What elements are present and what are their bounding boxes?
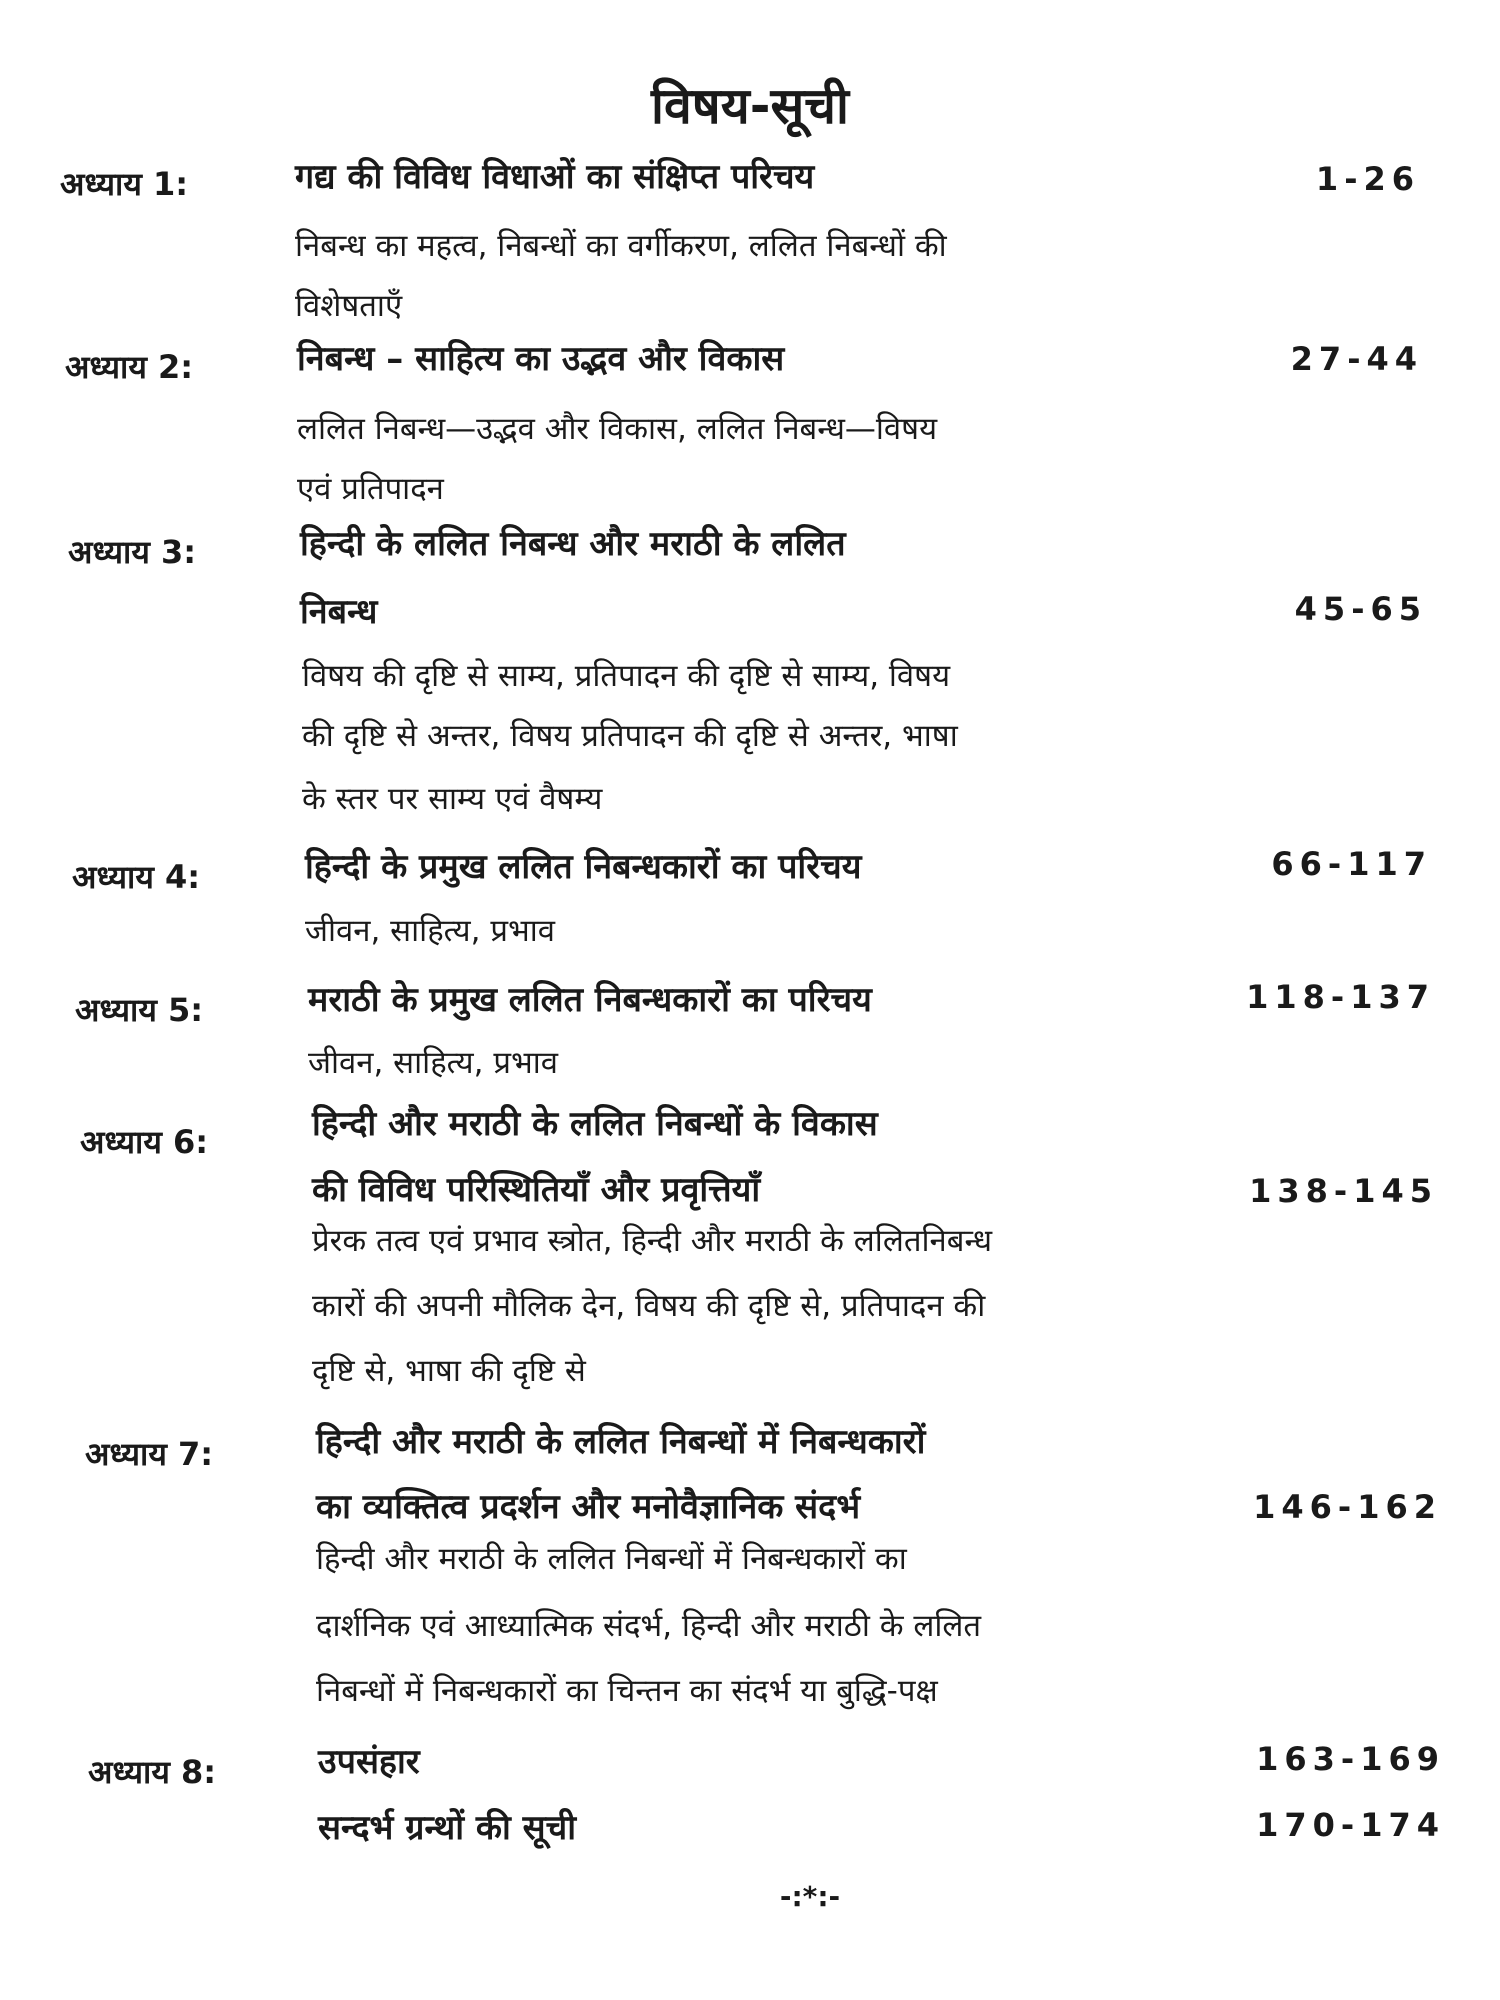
chapter-4-pages: 66-117 xyxy=(1271,845,1432,883)
chapter-1-pages: 1-26 xyxy=(1315,160,1420,198)
chapter-8-label: अध्याय 8: xyxy=(88,1753,217,1791)
chapter-7-desc-line-1: हिन्दी और मराठी के ललित निबन्धों में निबन्धकारों का xyxy=(316,1541,907,1577)
chapter-5-label: अध्याय 5: xyxy=(75,991,204,1029)
end-mark: -:*:- xyxy=(779,1880,841,1913)
chapter-2-desc-line-2: एवं प्रतिपादन xyxy=(297,471,444,507)
chapter-3-desc-line-3: के स्तर पर साम्य एवं वैषम्य xyxy=(302,781,603,817)
chapter-3-title-line-1: हिन्दी के ललित निबन्ध और मराठी के ललित xyxy=(300,524,846,564)
chapter-5-pages: 118-137 xyxy=(1246,978,1435,1016)
chapter-6-desc-line-1: प्रेरक तत्व एवं प्रभाव स्त्रोत, हिन्दी और मराठी के ललितनिबन्ध xyxy=(312,1223,993,1259)
chapter-6-title-line-1: हिन्दी और मराठी के ललित निबन्धों के विकास xyxy=(312,1104,878,1144)
chapter-7-pages: 146-162 xyxy=(1253,1488,1442,1526)
chapter-5-desc-line-1: जीवन, साहित्य, प्रभाव xyxy=(308,1045,559,1081)
chapter-6-title-line-2: की विविध परिस्थितियाँ और प्रवृत्तियाँ xyxy=(312,1170,761,1210)
chapter-6-desc-line-3: दृष्टि से, भाषा की दृष्टि से xyxy=(312,1353,586,1389)
chapter-3-title-line-2: निबन्ध xyxy=(300,592,378,632)
chapter-4-title: हिन्दी के प्रमुख ललित निबन्धकारों का परिचय xyxy=(305,847,862,887)
page-title: विषय-सूची xyxy=(651,77,849,135)
bibliography-title: सन्दर्भ ग्रन्थों की सूची xyxy=(318,1808,577,1848)
chapter-8-title: उपसंहार xyxy=(318,1742,420,1782)
chapter-5-title: मराठी के प्रमुख ललित निबन्धकारों का परिचय xyxy=(308,980,872,1020)
chapter-7-desc-line-2: दार्शनिक एवं आध्यात्मिक संदर्भ, हिन्दी और मराठी के ललित xyxy=(316,1608,982,1644)
chapter-1-desc-line-2: विशेषताएँ xyxy=(295,288,403,324)
chapter-6-pages: 138-145 xyxy=(1249,1172,1438,1210)
chapter-7-title-line-1: हिन्दी और मराठी के ललित निबन्धों में निबन्धकारों xyxy=(316,1422,926,1462)
chapter-3-pages: 45-65 xyxy=(1294,590,1427,628)
chapter-2-label: अध्याय 2: xyxy=(65,348,194,386)
chapter-4-label: अध्याय 4: xyxy=(72,858,201,896)
chapter-3-desc-line-1: विषय की दृष्टि से साम्य, प्रतिपादन की दृष्टि से साम्य, विषय xyxy=(302,658,951,694)
chapter-3-label: अध्याय 3: xyxy=(68,533,197,571)
chapter-1-label: अध्याय 1: xyxy=(60,165,189,203)
chapter-2-title: निबन्ध – साहित्य का उद्भव और विकास xyxy=(297,339,785,379)
chapter-1-desc-line-1: निबन्ध का महत्व, निबन्धों का वर्गीकरण, ललित निबन्धों की xyxy=(295,228,947,264)
chapter-7-title-line-2: का व्यक्तित्व प्रदर्शन और मनोवैज्ञानिक संदर्भ xyxy=(316,1487,861,1527)
chapter-8-pages: 163-169 xyxy=(1256,1740,1445,1778)
chapter-4-desc-line-1: जीवन, साहित्य, प्रभाव xyxy=(305,913,556,949)
chapter-6-label: अध्याय 6: xyxy=(80,1123,209,1161)
chapter-2-desc-line-1: ललित निबन्ध—उद्भव और विकास, ललित निबन्ध—विषय xyxy=(297,411,938,447)
chapter-7-desc-line-3: निबन्धों में निबन्धकारों का चिन्तन का संदर्भ या बुद्धि-पक्ष xyxy=(316,1673,938,1709)
chapter-7-label: अध्याय 7: xyxy=(85,1435,214,1473)
chapter-3-desc-line-2: की दृष्टि से अन्तर, विषय प्रतिपादन की दृष्टि से अन्तर, भाषा xyxy=(302,718,958,754)
chapter-1-title: गद्य की विविध विधाओं का संक्षिप्त परिचय xyxy=(295,157,815,197)
chapter-6-desc-line-2: कारों की अपनी मौलिक देन, विषय की दृष्टि से, प्रतिपादन की xyxy=(312,1288,986,1324)
chapter-2-pages: 27-44 xyxy=(1290,340,1423,378)
bibliography-pages: 170-174 xyxy=(1256,1806,1445,1844)
